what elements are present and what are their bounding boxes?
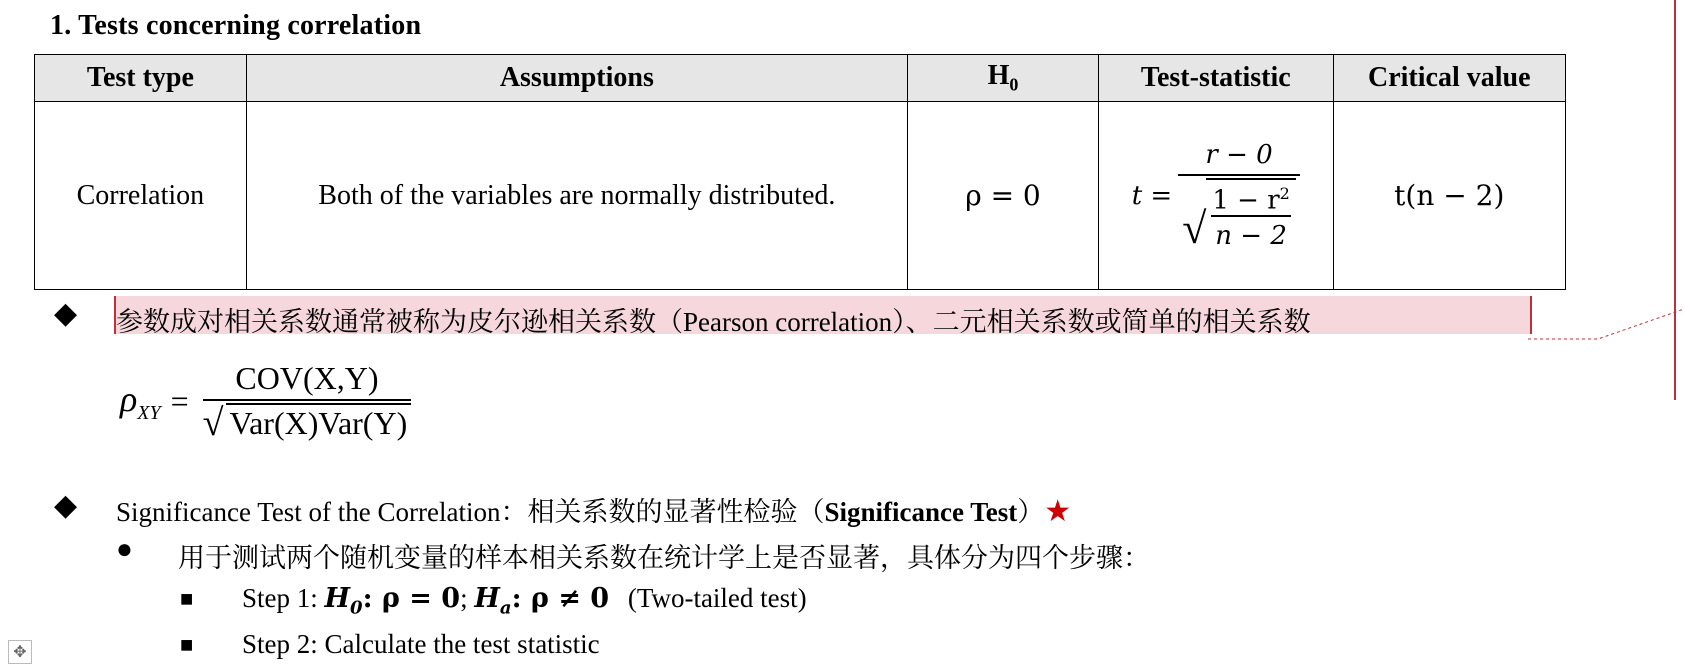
star-icon: ★ xyxy=(1044,495,1072,528)
cell-critical-value xyxy=(1333,102,1565,290)
correlation-tests-table xyxy=(34,54,1566,290)
header-critical-value: Critical value xyxy=(1333,55,1565,102)
pearson-formula xyxy=(120,360,411,442)
header-assumptions: Assumptions xyxy=(246,55,907,102)
formula-sqrt-sign: √ xyxy=(202,402,224,444)
comment-connector-line xyxy=(1528,309,1684,341)
bullet-significance-text xyxy=(116,490,1071,529)
bullet-diamond-1: ◆ xyxy=(54,297,78,330)
formula-rho: ρ xyxy=(120,378,138,419)
step-1-ha-rest: : ρ ≠ 0 xyxy=(511,583,610,614)
step-1-sep: ; xyxy=(460,583,475,613)
step-1-text xyxy=(242,583,807,618)
cell-test-statistic xyxy=(1099,102,1334,290)
step-1-ha xyxy=(474,583,512,619)
bullet-pearson-text: 参数成对相关系数通常被称为皮尔逊相关系数（Pearson correlation）、二元相关系数或简单的相关系数 xyxy=(116,307,1311,337)
bullet-dot: ● xyxy=(116,534,133,565)
significance-en: Significance Test of the Correlation： xyxy=(116,497,528,527)
critical-value: t(n − 2) xyxy=(1394,178,1505,212)
step-1-h0-sub: 0 xyxy=(350,597,363,619)
significance-close: ） xyxy=(1017,497,1045,527)
table-header-row xyxy=(35,55,1566,102)
table-row xyxy=(35,102,1566,290)
cell-test-type: Correlation xyxy=(35,102,247,290)
statistic-denominator xyxy=(1178,174,1300,252)
inner-power: 2 xyxy=(1279,183,1290,203)
statistic-lhs: t = xyxy=(1131,180,1173,211)
step-1-h0-rest: : ρ = 0 xyxy=(362,583,461,614)
header-h0-label: H xyxy=(987,60,1010,92)
inner-numerator-text: 1 − r xyxy=(1212,185,1280,216)
bullet-steps-intro: 用于测试两个随机变量的样本相关系数在统计学上是否显著，具体分为四个步骤： xyxy=(178,543,1150,573)
step-1-label: Step 1: xyxy=(242,583,325,613)
bullet-diamond-2: ◆ xyxy=(54,489,78,522)
formula-lhs xyxy=(120,378,161,425)
header-h0 xyxy=(907,55,1098,102)
inner-denominator: n − 2 xyxy=(1211,215,1291,251)
significance-bold: Significance Test xyxy=(824,497,1018,527)
step-1-h0-letter: H xyxy=(324,583,351,614)
step-1-ha-sub: a xyxy=(499,597,512,619)
statistic-formula xyxy=(1132,140,1300,252)
step-1-ha-letter: H xyxy=(474,583,500,614)
section-heading: 1. Tests concerning correlation xyxy=(50,10,422,41)
cell-h0-value: ρ = 0 xyxy=(965,178,1041,212)
step-2-marker: ■ xyxy=(180,632,194,657)
formula-lhs-sub: XY xyxy=(137,401,161,424)
move-icon[interactable]: ✥ xyxy=(8,640,32,664)
formula-fraction xyxy=(203,360,412,442)
step-1-marker: ■ xyxy=(180,586,194,611)
step-1-note: (Two-tailed test) xyxy=(627,583,807,613)
formula-equals: = xyxy=(170,382,189,419)
header-h0-sub: 0 xyxy=(1009,74,1019,95)
statistic-fraction xyxy=(1178,140,1300,252)
header-test-statistic: Test-statistic xyxy=(1099,55,1334,102)
header-test-type: Test type xyxy=(35,55,247,102)
cell-assumptions: Both of the variables are normally distributed. xyxy=(246,102,907,290)
formula-radicand: Var(X)Var(Y) xyxy=(226,403,412,442)
formula-denominator xyxy=(203,399,412,442)
inner-fraction xyxy=(1206,178,1295,252)
cell-h0 xyxy=(907,102,1098,290)
sqrt-sign: √ xyxy=(1182,204,1207,254)
inner-numerator xyxy=(1206,184,1295,216)
significance-cn: 相关系数的显著性检验（ xyxy=(527,497,825,527)
step-2-text: Step 2: Calculate the test statistic xyxy=(242,629,600,659)
statistic-numerator: r − 0 xyxy=(1205,139,1273,170)
step-1-h0 xyxy=(324,583,363,619)
formula-numerator: COV(X,Y) xyxy=(235,360,379,396)
